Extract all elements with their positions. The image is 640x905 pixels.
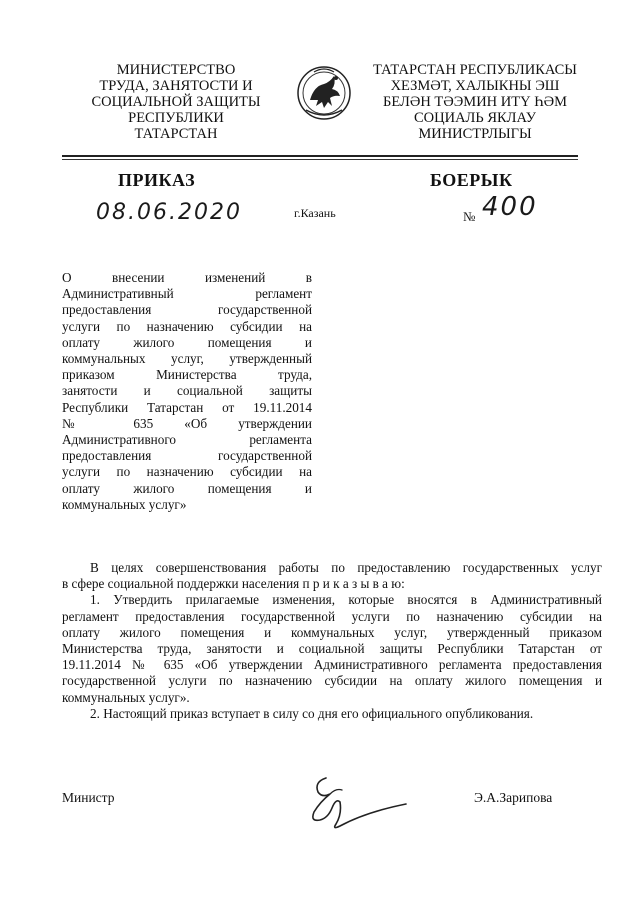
- order-date: 08.06.2020: [96, 200, 242, 225]
- body-paragraph-preamble: [62, 560, 602, 592]
- ministry-name-tt-line: ХЕЗМӘТ, ХАЛЫКНЫ ЭШ: [390, 78, 560, 94]
- subject-line: О внесении изменений в: [62, 270, 312, 285]
- handwritten-signature-icon: [296, 768, 416, 838]
- subject-line: № 635 «Об утверждении: [62, 415, 312, 431]
- order-city: г.Казань: [294, 206, 336, 220]
- subject-line: Административный регламент: [62, 286, 312, 302]
- body-line: 1. Утвердить прилагаемые изменения, которые вносятся в Административный: [90, 592, 602, 608]
- order-number: 400: [482, 192, 538, 222]
- header-divider-thick: [62, 155, 578, 157]
- body-line: оплату жилого помещения и коммунальных услуг, утвержденный приказом: [62, 624, 602, 640]
- body-line: В целях совершенствования работы по предоставлению государственных услуг: [90, 560, 602, 575]
- subject-line: занятости и социальной защиты: [62, 383, 312, 399]
- ministry-name-ru-line: СОЦИАЛЬНОЙ ЗАЩИТЫ: [91, 94, 261, 110]
- body-paragraph-item-2: [62, 706, 602, 722]
- body-line: коммунальных услуг».: [62, 689, 190, 705]
- subject-line: услуги по назначению субсидии на: [62, 464, 312, 480]
- signatory-name: Э.А.Зарипова: [474, 790, 553, 805]
- signatory-title: Министр: [62, 790, 115, 805]
- subject-line: предоставления государственной: [62, 448, 312, 464]
- body-paragraph-item-1: [62, 592, 602, 705]
- subject-line: оплату жилого помещения и: [62, 334, 312, 350]
- subject-line: коммунальных услуг, утвержденный: [62, 351, 312, 367]
- body-line: в сфере социальной поддержки населения п р и к а з ы в а ю:: [62, 576, 405, 592]
- order-title-tt: БОЕРЫК: [430, 170, 513, 190]
- body-line: государственной услуги по назначению субсидии на оплату жилого помещения и: [62, 673, 602, 689]
- subject-line: Административного регламента: [62, 432, 312, 448]
- subject-line: оплату жилого помещения и: [62, 480, 312, 496]
- body-line: Министерства труда, занятости и социальной защиты Республики Татарстан от: [62, 641, 602, 657]
- order-subject: [62, 270, 312, 513]
- ministry-name-tt-line: БЕЛӘН ТӘЭМИН ИТҮ ҺӘМ: [383, 94, 567, 110]
- subject-line: коммунальных услуг»: [62, 496, 187, 512]
- body-line: регламент предоставления государственной услуги по назначению субсидии на: [62, 608, 602, 624]
- ministry-name-ru-line: ТРУДА, ЗАНЯТОСТИ И: [99, 78, 253, 94]
- subject-line: Республики Татарстан от 19.11.2014: [62, 399, 312, 415]
- ministry-name-tt-line: ТАТАРСТАН РЕСПУБЛИКАСЫ: [373, 62, 577, 78]
- body-line: 2. Настоящий приказ вступает в силу со дня его официального опубликования.: [90, 705, 534, 721]
- subject-line: предоставления государственной: [62, 302, 312, 318]
- body-line: 19.11.2014 № 635 «Об утверждении Административного регламента предоставления: [62, 657, 602, 673]
- order-body: [62, 560, 602, 722]
- number-sign: №: [463, 209, 476, 224]
- ministry-name-tt-line: МИНИСТРЛЫГЫ: [418, 126, 532, 142]
- header-divider-thin: [62, 159, 578, 160]
- ministry-name-tt-line: СОЦИАЛЬ ЯКЛАУ: [414, 110, 536, 126]
- ministry-name-tt: [368, 62, 582, 142]
- ministry-name-ru-line: МИНИСТЕРСТВО: [116, 62, 236, 78]
- subject-line: приказом Министерства труда,: [62, 367, 312, 383]
- tatarstan-coat-of-arms-icon: [296, 62, 352, 124]
- subject-line: услуги по назначению субсидии на: [62, 318, 312, 334]
- order-title-ru: ПРИКАЗ: [118, 170, 196, 190]
- ministry-name-ru: [72, 62, 280, 142]
- ministry-name-ru-line: РЕСПУБЛИКИ: [128, 110, 224, 126]
- ministry-name-ru-line: ТАТАРСТАН: [134, 126, 218, 142]
